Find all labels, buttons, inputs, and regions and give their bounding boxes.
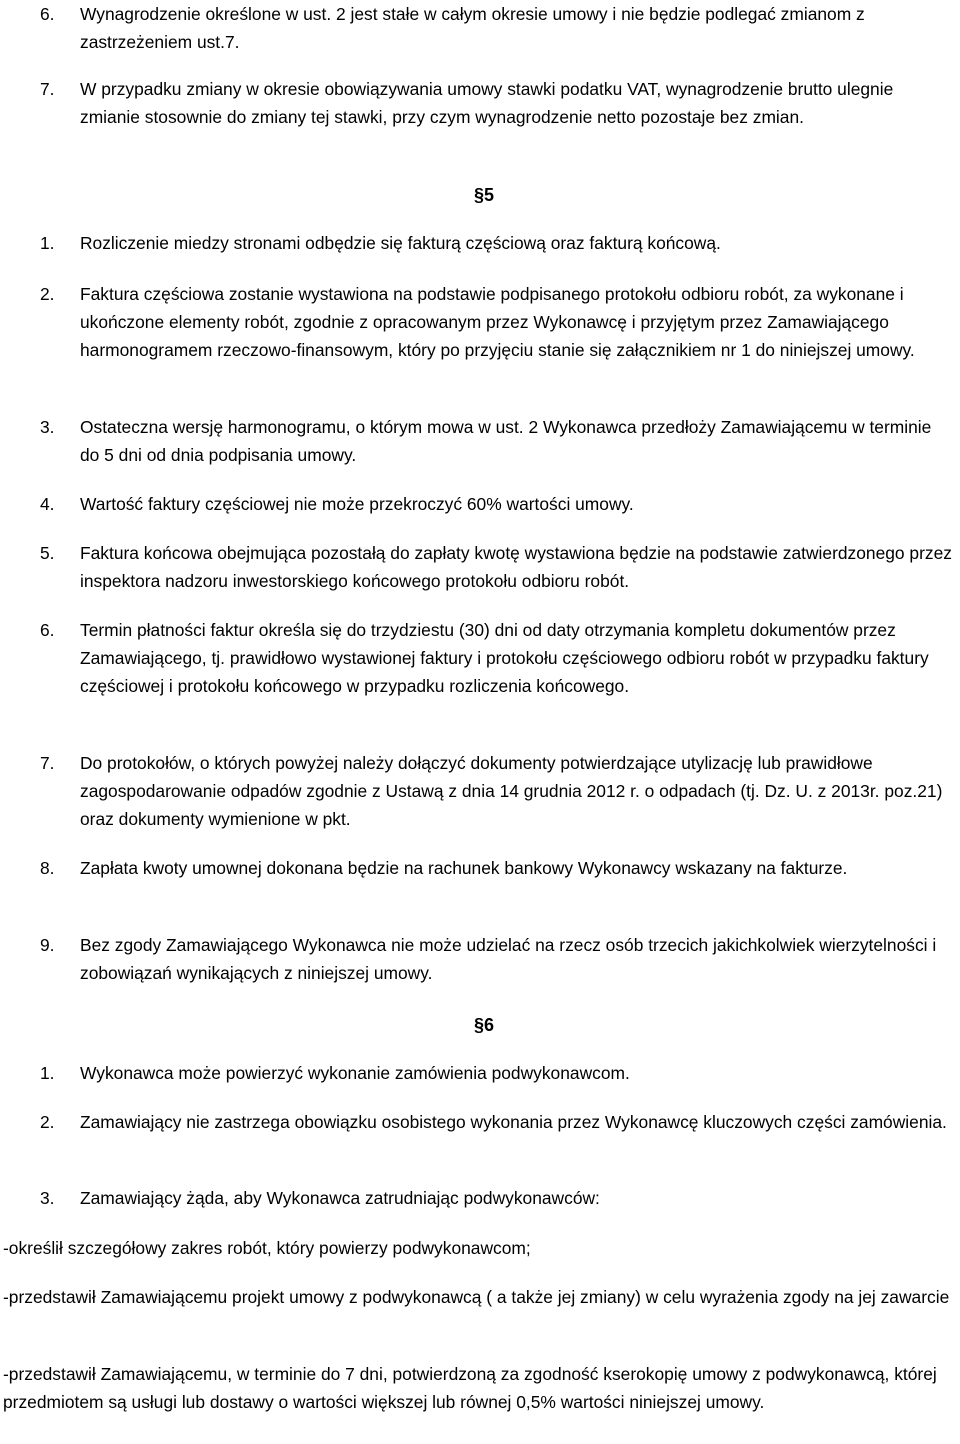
list-item — [40, 749, 955, 833]
list-item — [40, 616, 955, 700]
item-text: Zamawiający żąda, aby Wykonawca zatrudniając podwykonawców: — [80, 1188, 600, 1208]
list-item — [40, 229, 955, 257]
list-item — [40, 75, 955, 131]
item-text: W przypadku zmiany w okresie obowiązywania umowy stawki podatku VAT, wynagrodzenie brutto ulegnie zmianie stosownie do zmiany tej stawki, przy czym wynagrodzenie netto pozostaje bez zmian. — [80, 79, 894, 127]
list-item — [40, 539, 955, 595]
item-text: Faktura końcowa obejmująca pozostałą do zapłaty kwotę wystawiona będzie na podstawie zatwierdzonego przez inspektora nadzoru inwestorskiego końcowego protokołu odbioru robót. — [80, 543, 952, 591]
item-number: 1. — [40, 233, 55, 253]
item-number: 7. — [40, 79, 55, 99]
item-text: Do protokołów, o których powyżej należy dołączyć dokumenty potwierdzające utylizację lub prawidłowe zagospodarowanie odpadów zgodnie z Ustawą z dnia 14 grudnia 2012 r. o odpadach (tj. Dz. U. z 2013r. poz.21) oraz dokumenty wymienione w pkt. — [80, 753, 943, 829]
list-item — [40, 931, 955, 987]
list-item — [40, 490, 955, 518]
item-number: 6. — [40, 620, 55, 640]
item-text: Faktura częściowa zostanie wystawiona na podstawie podpisanego protokołu odbioru robót, za wykonane i ukończone elementy robót, zgodnie z opracowanym przez Wykonawcę i przyjętym przez Zamawiającego harmonogramem rzeczowo-finansowym, który po przyjęciu stanie się załącznikiem nr 1 do niniejszej umowy. — [80, 284, 915, 360]
list-item — [40, 1184, 955, 1212]
item-number: 9. — [40, 935, 55, 955]
list-item — [40, 413, 955, 469]
list-item — [40, 1108, 955, 1136]
list-item — [40, 280, 955, 364]
section-heading-5: §5 — [474, 185, 495, 205]
item-text: Ostateczna wersję harmonogramu, o którym mowa w ust. 2 Wykonawca przedłoży Zamawiającemu w terminie do 5 dni od dnia podpisania umowy. — [80, 417, 932, 465]
item-text: Zamawiający nie zastrzega obowiązku osobistego wykonania przez Wykonawcę kluczowych części zamówienia. — [80, 1112, 947, 1132]
item-text: Wykonawca może powierzyć wykonanie zamówienia podwykonawcom. — [80, 1063, 630, 1083]
item-number: 3. — [40, 417, 55, 437]
item-text: Wartość faktury częściowej nie może przekroczyć 60% wartości umowy. — [80, 494, 634, 514]
subcontractor-requirement: -przedstawił Zamawiającemu projekt umowy z podwykonawcą ( a także jej zmiany) w celu wyrażenia zgody na jej zawarcie — [3, 1287, 950, 1307]
list-item — [40, 854, 955, 882]
subcontractor-requirement: -określił szczegółowy zakres robót, który powierzy podwykonawcom; — [3, 1238, 531, 1258]
item-number: 8. — [40, 858, 55, 878]
item-text: Wynagrodzenie określone w ust. 2 jest stałe w całym okresie umowy i nie będzie podlegać zmianom z zastrzeżeniem ust.7. — [80, 4, 865, 52]
item-number: 1. — [40, 1063, 55, 1083]
item-number: 7. — [40, 753, 55, 773]
item-text: Termin płatności faktur określa się do trzydziestu (30) dni od daty otrzymania kompletu dokumentów przez Zamawiającego, tj. prawidłowo wystawionej faktury i protokołu częściowego odbioru robót w przypadku faktury częściowej i protokołu końcowego w przypadku rozliczenia końcowego. — [80, 620, 929, 696]
item-number: 2. — [40, 1112, 55, 1132]
item-number: 5. — [40, 543, 55, 563]
item-number: 2. — [40, 284, 55, 304]
list-item — [40, 0, 955, 56]
item-text: Bez zgody Zamawiającego Wykonawca nie może udzielać na rzecz osób trzecich jakichkolwiek wierzytelności i zobowiązań wynikających z niniejszej umowy. — [80, 935, 937, 983]
list-item — [40, 1059, 955, 1087]
item-text: Rozliczenie miedzy stronami odbędzie się fakturą częściową oraz fakturą końcową. — [80, 233, 721, 253]
item-number: 6. — [40, 4, 55, 24]
item-number: 4. — [40, 494, 55, 514]
section-heading-6: §6 — [474, 1015, 495, 1035]
item-number: 3. — [40, 1188, 55, 1208]
item-text: Zapłata kwoty umownej dokonana będzie na rachunek bankowy Wykonawcy wskazany na fakturze. — [80, 858, 848, 878]
subcontractor-requirement: -przedstawił Zamawiającemu, w terminie do 7 dni, potwierdzoną za zgodność kserokopię umowy z podwykonawcą, której przedmiotem są usługi lub dostawy o wartości większej lub równej 0,5% wartości niniejszej umowy. — [3, 1364, 937, 1412]
